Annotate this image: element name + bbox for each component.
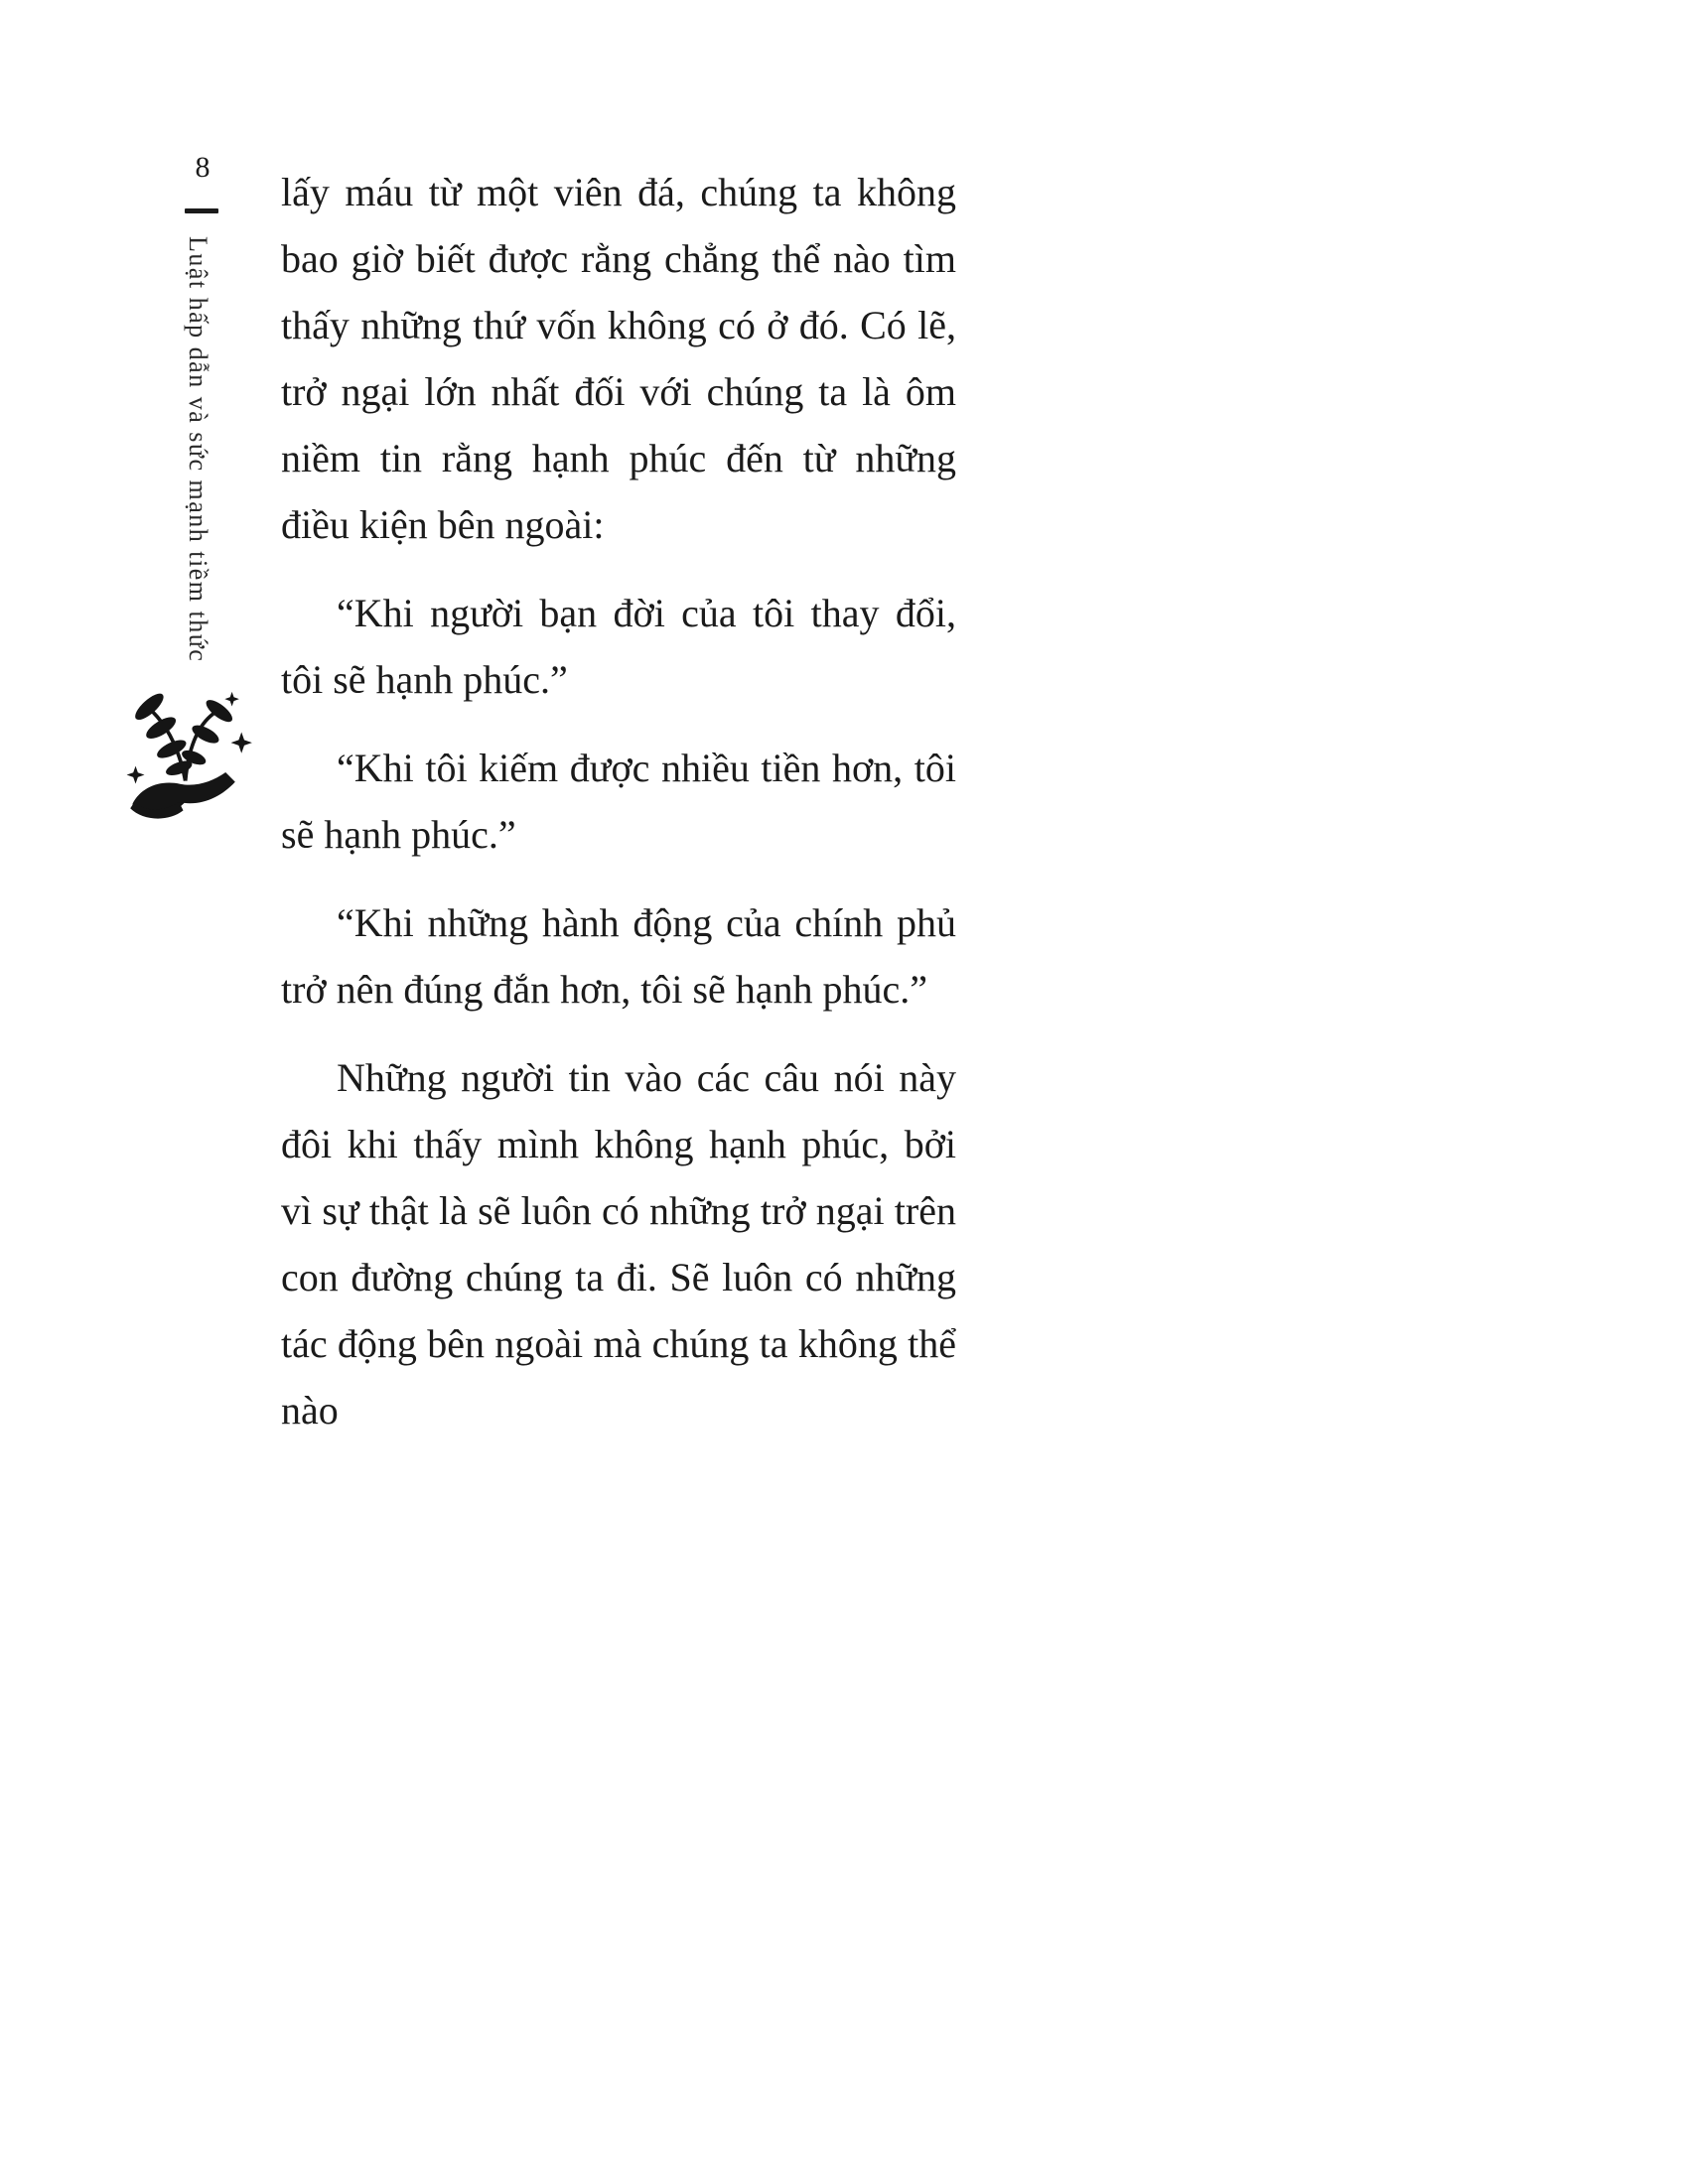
page-number-divider — [185, 208, 218, 213]
quote-paragraph-3: “Khi những hành động của chính phủ trở nên đúng đắn hơn, tôi sẽ hạnh phúc.” — [281, 900, 956, 1012]
quote-paragraph-1: “Khi người bạn đời của tôi thay đổi, tôi sẽ hạnh phúc.” — [281, 591, 956, 702]
page-number: 8 — [195, 151, 211, 184]
paragraph-continuation: lấy máu từ một viên đá, chúng ta không bao giờ biết được rằng chẳng thể nào tìm thấy những thứ vốn không có ở đó. Có lẽ, trở ngại lớn nhất đối với chúng ta là ôm niềm tin rằng hạnh phúc đến từ những điều kiện bên ngoài: — [281, 170, 956, 547]
hand-holding-branch-icon — [121, 677, 260, 836]
running-title-vertical: Luật hấp dẫn và sức mạnh tiềm thức — [184, 236, 212, 663]
quote-paragraph-2: “Khi tôi kiếm được nhiều tiền hơn, tôi sẽ hạnh phúc.” — [281, 746, 956, 857]
body-text-column — [281, 159, 956, 1465]
paragraph-closing: Những người tin vào các câu nói này đôi khi thấy mình không hạnh phúc, bởi vì sự thật là sẽ luôn có những trở ngại trên con đường chúng ta đi. Sẽ luôn có những tác động bên ngoài mà chúng ta không thể nào — [281, 1055, 956, 1433]
